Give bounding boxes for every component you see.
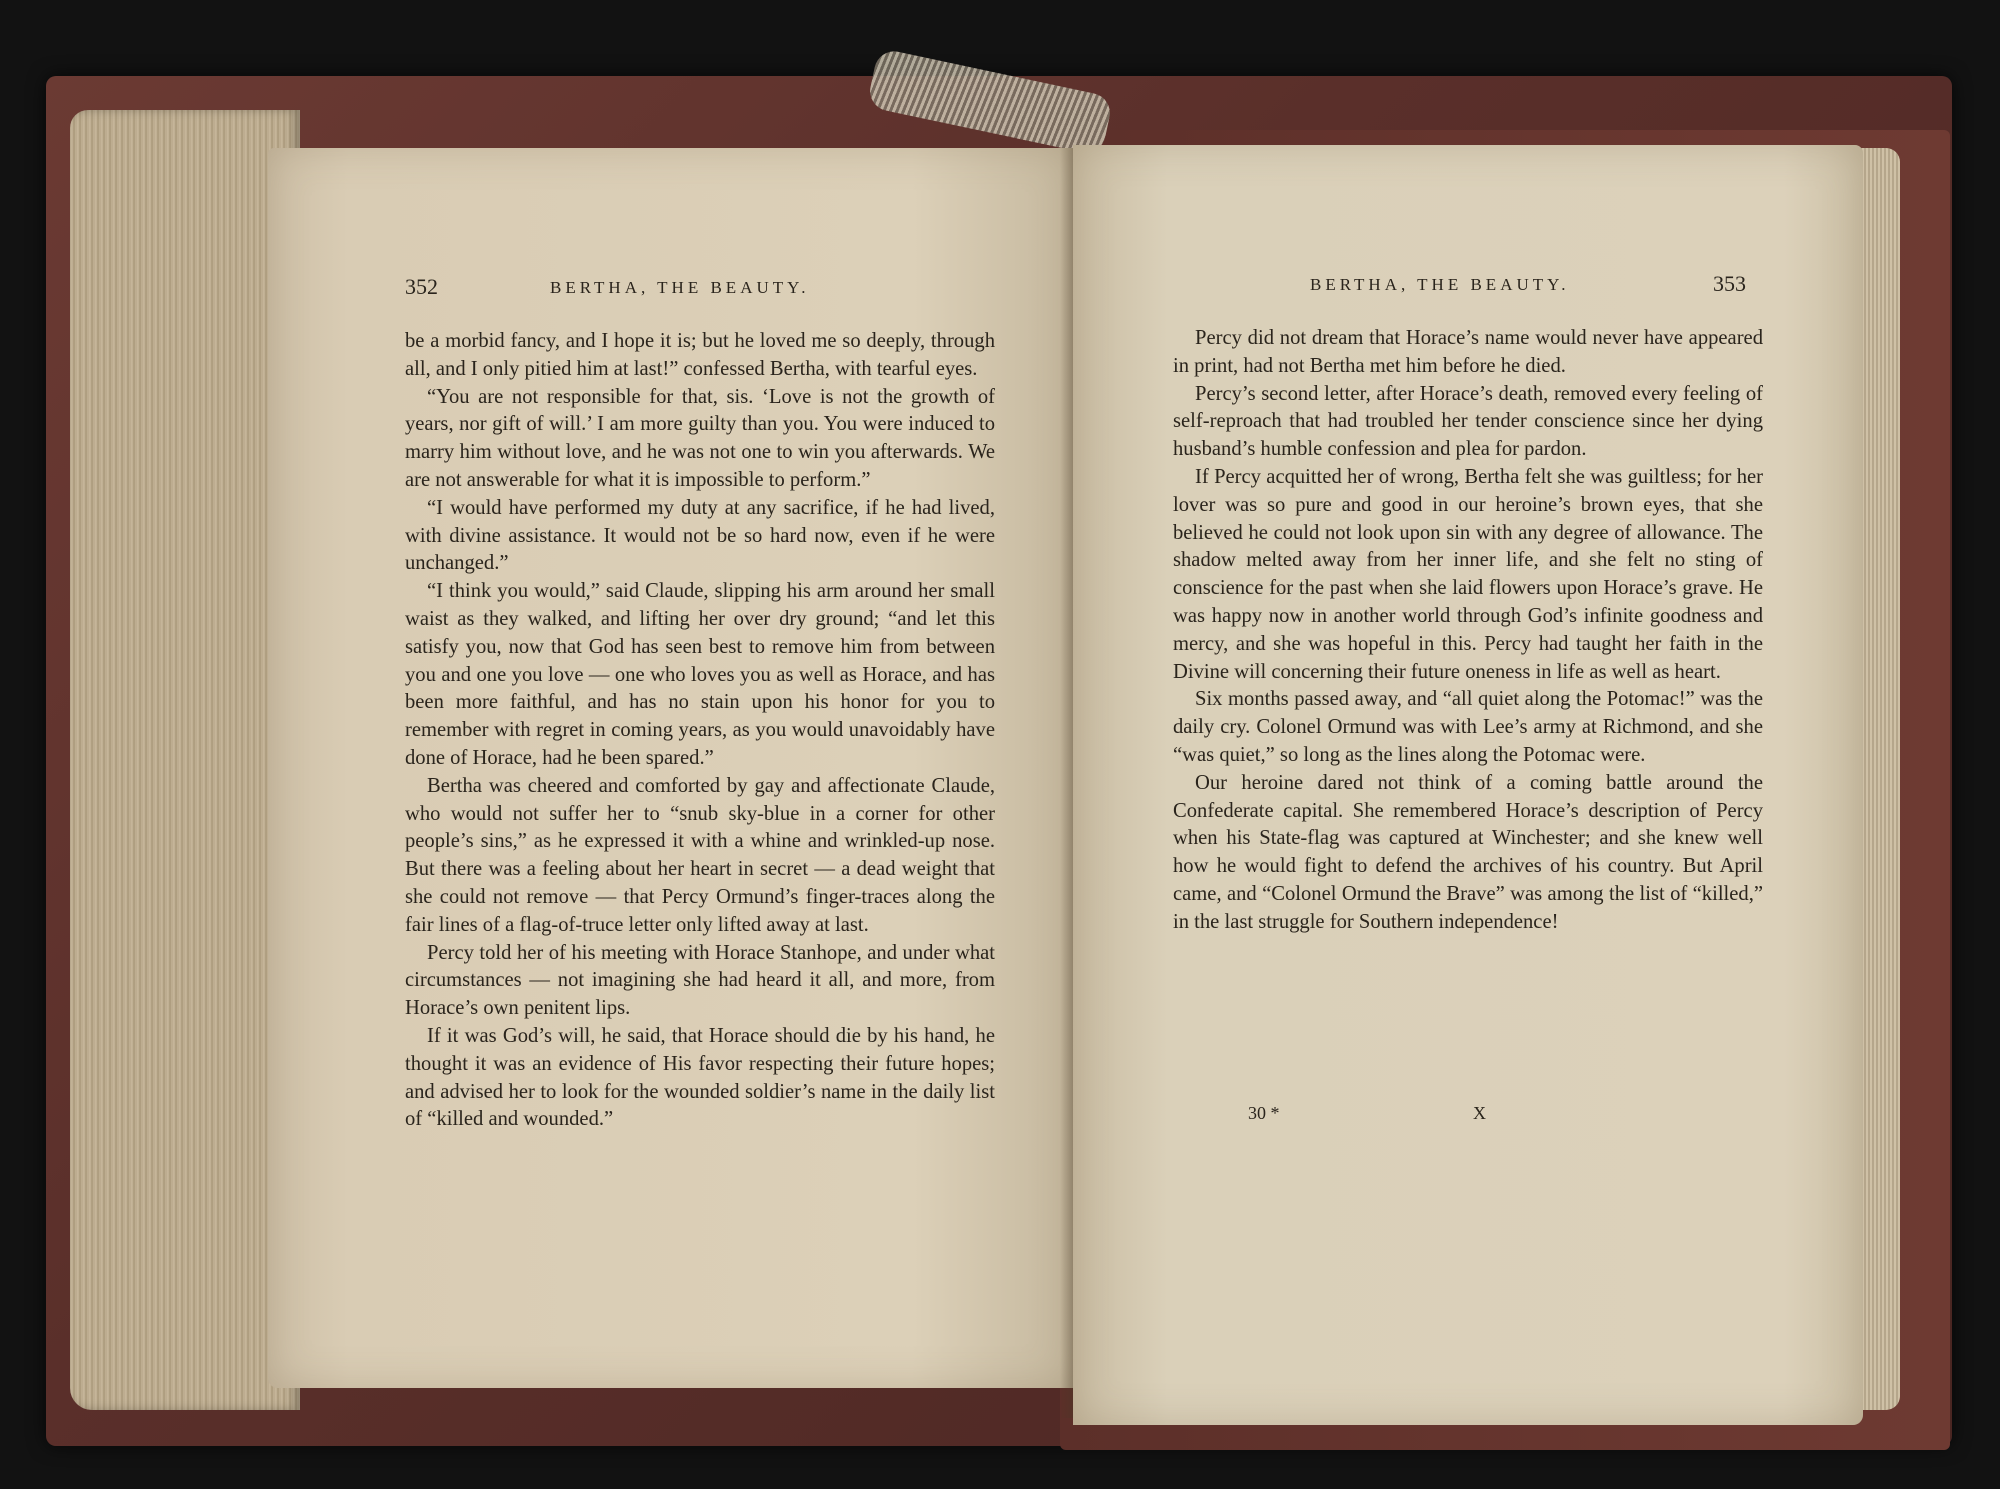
page-edges-left [70,110,300,1410]
running-head-right [1073,271,1863,305]
page-number-right: 353 [1713,271,1746,296]
running-head-left [268,274,1073,308]
paragraph: Our heroine dared not think of a coming battle around the Confederate capital. She remembered Horace’s description of Percy when his State-flag was captured at Winchester; and she knew well how he would fight to defend the archives of his country. But April came, and “Colonel Ormund the Brave” was among the list of “killed,” in the last struggle for Southern independence! [1173,771,1763,933]
paragraph: If it was God’s will, he said, that Horace should die by his hand, he thought it was an evidence of His favor respecting their future hopes; and advised her to look for the wounded soldier’s name in the daily list of “killed and wounded.” [405,1024,995,1131]
left-page [268,148,1073,1388]
paragraph: Percy’s second letter, after Horace’s death, removed every feeling of self-reproach that had troubled her tender conscience since her dying husband’s humble confession and plea for pardon. [1173,382,1763,461]
paragraph: be a morbid fancy, and I hope it is; but he loved me so deeply, through all, and I only pitied him at last!” confessed Bertha, with tearful eyes. [405,330,995,380]
right-page-text [1173,325,1763,937]
paragraph: Six months passed away, and “all quiet along the Potomac!” was the daily cry. Colonel Ormund was with Lee’s army at Richmond, and she “was quiet,” so long as the lines along the Potomac were. [1173,688,1763,766]
paragraph: “You are not responsible for that, sis. ‘Love is not the growth of years, nor gift of will.’ I am more guilty than you. You were induced to marry him without love, and he was not one to win you afterwards. We are not answerable for what it is impossible to perform.” [405,385,995,491]
paragraph: Percy told her of his meeting with Horace Stanhope, and under what circumstances — not imagining she had heard it all, and more, from Horace’s own penitent lips. [405,941,995,1020]
paragraph: Percy did not dream that Horace’s name would never have appeared in print, had not Bertha met him before he died. [1173,327,1763,377]
page-number-left: 352 [405,274,438,299]
left-page-text [405,328,995,1134]
paragraph: “I think you would,” said Claude, slipping his arm around her small waist as they walked, and lifting her over dry ground; “and let this satisfy you, now that God has seen best to remove him from between you and one you love — one who loves you as well as Horace, and has been more faithful, and has no stain upon his honor for you to remember with regret in coming years, as you would unavoidably have done of Horace, had he been spared.” [405,580,995,769]
running-title-left: BERTHA, THE BEAUTY. [550,278,810,297]
signature-letter: X [1473,1103,1486,1123]
paragraph: Bertha was cheered and comforted by gay and affectionate Claude, who would not suffer her to “snub sky-blue in a corner for other people’s sins,” as he expressed it with a whine and wrinkled-up nose. But there was a feeling about her heart in secret — a dead weight that she could not remove — that Percy Ormund’s finger-traces along the fair lines of a flag-of-truce letter only lifted away at last. [405,774,995,936]
paragraph: If Percy acquitted her of wrong, Bertha felt she was guiltless; for her lover was so pure and good in our heroine’s brown eyes, that she believed he could not look upon sin with any degree of allowance. The shadow melted away from her inner life, and she felt no sting of conscience for the past when she laid flowers upon Horace’s grave. He was happy now in another world through God’s infinite goodness and mercy, and she was hopeful in this. Percy had taught her faith in the Divine will concerning their future oneness in life as well as heart. [1173,465,1763,683]
running-title-right: BERTHA, THE BEAUTY. [1310,275,1570,294]
signature-mark: 30 * [1248,1103,1280,1123]
right-page [1073,145,1863,1425]
paragraph: “I would have performed my duty at any sacrifice, if he had lived, with divine assistance. It would not be so hard now, even if he were unchanged.” [405,496,995,575]
